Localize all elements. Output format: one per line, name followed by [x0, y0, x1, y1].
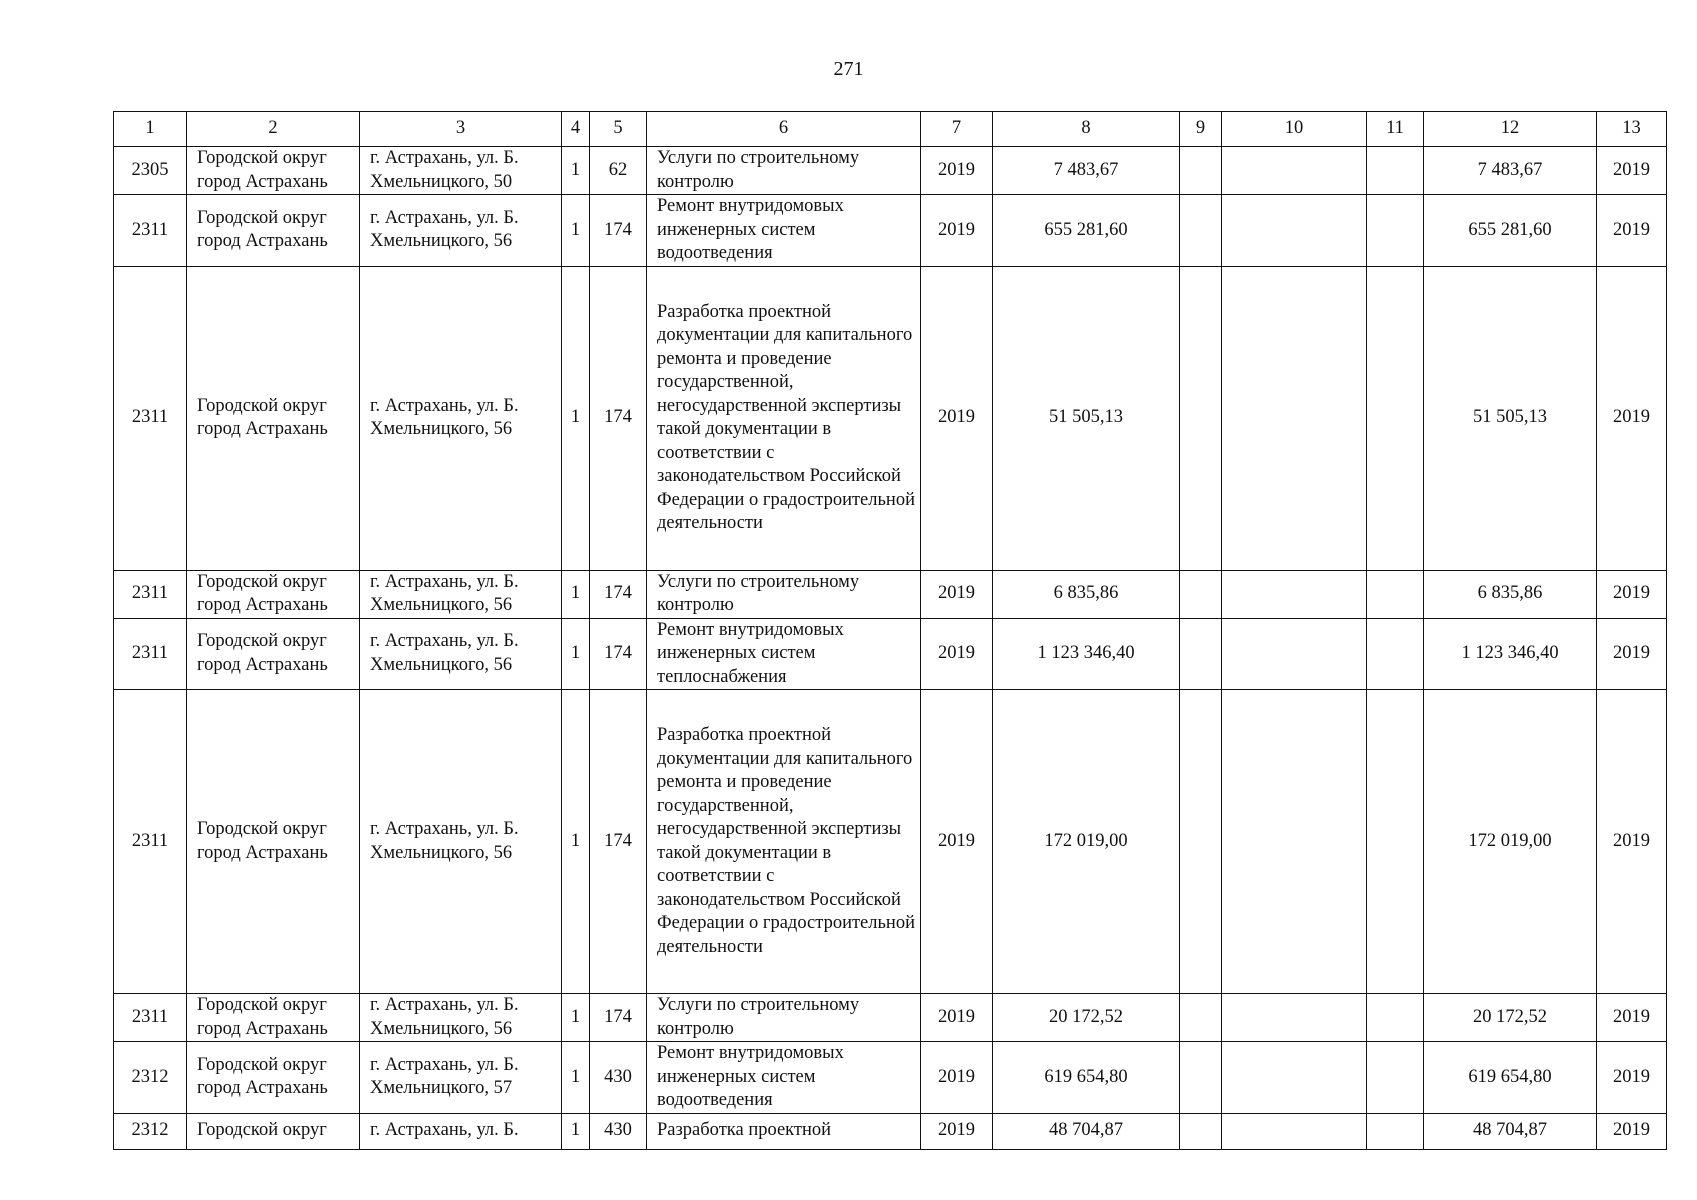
col5-cell: 174 — [590, 266, 647, 570]
cost-cell: 7 483,67 — [993, 147, 1180, 195]
col13-cell: 2019 — [1597, 994, 1667, 1042]
header-cell: 6 — [647, 112, 921, 147]
cost-cell: 172 019,00 — [993, 690, 1180, 994]
col5-cell: 174 — [590, 618, 647, 690]
work-type-cell: Разработка проектной документации для капитального ремонта и проведение государственной, негосударственной экспертизы такой документации в соответствии с законодательством Российской Федерации о градостроительной деятельности — [647, 266, 921, 570]
year-cell: 2019 — [921, 195, 993, 267]
col12-cell: 51 505,13 — [1424, 266, 1597, 570]
cost-cell: 6 835,86 — [993, 570, 1180, 618]
address-cell: г. Астрахань, ул. Б. Хмельницкого, 56 — [360, 195, 562, 267]
col4-cell: 1 — [562, 618, 590, 690]
year-cell: 2019 — [921, 1042, 993, 1114]
col5-cell: 174 — [590, 195, 647, 267]
col10-cell — [1222, 1113, 1367, 1149]
col10-cell — [1222, 195, 1367, 267]
address-cell: г. Астрахань, ул. Б. Хмельницкого, 57 — [360, 1042, 562, 1114]
col9-cell — [1180, 266, 1222, 570]
table-row — [114, 1042, 1667, 1114]
col11-cell — [1367, 147, 1424, 195]
col11-cell — [1367, 195, 1424, 267]
col11-cell — [1367, 994, 1424, 1042]
municipality-cell: Городской округ город Астрахань — [187, 994, 360, 1042]
col12-cell: 6 835,86 — [1424, 570, 1597, 618]
col9-cell — [1180, 1113, 1222, 1149]
year-cell: 2019 — [921, 1113, 993, 1149]
year-cell: 2019 — [921, 570, 993, 618]
work-type-cell: Разработка проектной — [647, 1113, 921, 1149]
work-type-cell: Услуги по строительному контролю — [647, 994, 921, 1042]
col5-cell: 62 — [590, 147, 647, 195]
row-number-cell: 2311 — [114, 266, 187, 570]
col13-cell: 2019 — [1597, 195, 1667, 267]
col13-cell: 2019 — [1597, 570, 1667, 618]
col5-cell: 174 — [590, 690, 647, 994]
cost-cell: 1 123 346,40 — [993, 618, 1180, 690]
col13-cell: 2019 — [1597, 1042, 1667, 1114]
table-row — [114, 618, 1667, 690]
cost-cell: 655 281,60 — [993, 195, 1180, 267]
row-number-cell: 2311 — [114, 195, 187, 267]
address-cell: г. Астрахань, ул. Б. — [360, 1113, 562, 1149]
col11-cell — [1367, 1042, 1424, 1114]
col5-cell: 430 — [590, 1113, 647, 1149]
address-cell: г. Астрахань, ул. Б. Хмельницкого, 56 — [360, 994, 562, 1042]
year-cell: 2019 — [921, 994, 993, 1042]
col4-cell: 1 — [562, 994, 590, 1042]
col4-cell: 1 — [562, 147, 590, 195]
municipality-cell: Городской округ город Астрахань — [187, 147, 360, 195]
header-cell: 11 — [1367, 112, 1424, 147]
header-cell: 9 — [1180, 112, 1222, 147]
col11-cell — [1367, 618, 1424, 690]
municipality-cell: Городской округ город Астрахань — [187, 570, 360, 618]
row-number-cell: 2311 — [114, 994, 187, 1042]
col11-cell — [1367, 690, 1424, 994]
row-number-cell: 2311 — [114, 690, 187, 994]
municipality-cell: Городской округ город Астрахань — [187, 618, 360, 690]
col13-cell: 2019 — [1597, 690, 1667, 994]
col4-cell: 1 — [562, 1042, 590, 1114]
col9-cell — [1180, 195, 1222, 267]
header-row — [114, 112, 1667, 147]
cost-cell: 48 704,87 — [993, 1113, 1180, 1149]
year-cell: 2019 — [921, 266, 993, 570]
row-number-cell: 2305 — [114, 147, 187, 195]
work-type-cell: Ремонт внутридомовых инженерных систем водоотведения — [647, 195, 921, 267]
col10-cell — [1222, 266, 1367, 570]
header-cell: 3 — [360, 112, 562, 147]
municipality-cell: Городской округ город Астрахань — [187, 1042, 360, 1114]
col11-cell — [1367, 266, 1424, 570]
col10-cell — [1222, 147, 1367, 195]
row-number-cell: 2311 — [114, 618, 187, 690]
address-cell: г. Астрахань, ул. Б. Хмельницкого, 56 — [360, 266, 562, 570]
col13-cell: 2019 — [1597, 266, 1667, 570]
col11-cell — [1367, 570, 1424, 618]
col10-cell — [1222, 618, 1367, 690]
header-cell: 10 — [1222, 112, 1367, 147]
municipality-cell: Городской округ — [187, 1113, 360, 1149]
col12-cell: 172 019,00 — [1424, 690, 1597, 994]
table-row — [114, 690, 1667, 994]
col5-cell: 430 — [590, 1042, 647, 1114]
header-cell: 4 — [562, 112, 590, 147]
col5-cell: 174 — [590, 994, 647, 1042]
col12-cell: 7 483,67 — [1424, 147, 1597, 195]
col9-cell — [1180, 690, 1222, 994]
col5-cell: 174 — [590, 570, 647, 618]
col13-cell: 2019 — [1597, 147, 1667, 195]
col10-cell — [1222, 570, 1367, 618]
work-type-cell: Ремонт внутридомовых инженерных систем теплоснабжения — [647, 618, 921, 690]
col4-cell: 1 — [562, 690, 590, 994]
row-number-cell: 2312 — [114, 1113, 187, 1149]
cost-cell: 20 172,52 — [993, 994, 1180, 1042]
work-type-cell: Услуги по строительному контролю — [647, 147, 921, 195]
municipality-cell: Городской округ город Астрахань — [187, 266, 360, 570]
col12-cell: 48 704,87 — [1424, 1113, 1597, 1149]
table-row — [114, 147, 1667, 195]
col4-cell: 1 — [562, 1113, 590, 1149]
header-cell: 13 — [1597, 112, 1667, 147]
work-type-cell: Услуги по строительному контролю — [647, 570, 921, 618]
row-number-cell: 2312 — [114, 1042, 187, 1114]
work-type-cell: Ремонт внутридомовых инженерных систем водоотведения — [647, 1042, 921, 1114]
works-table — [113, 111, 1667, 1150]
year-cell: 2019 — [921, 690, 993, 994]
col9-cell — [1180, 1042, 1222, 1114]
table-row — [114, 195, 1667, 267]
col9-cell — [1180, 618, 1222, 690]
col4-cell: 1 — [562, 195, 590, 267]
col10-cell — [1222, 1042, 1367, 1114]
table-row — [114, 1113, 1667, 1149]
col9-cell — [1180, 570, 1222, 618]
col10-cell — [1222, 690, 1367, 994]
address-cell: г. Астрахань, ул. Б. Хмельницкого, 56 — [360, 570, 562, 618]
col13-cell: 2019 — [1597, 618, 1667, 690]
col9-cell — [1180, 994, 1222, 1042]
table-row — [114, 994, 1667, 1042]
col12-cell: 20 172,52 — [1424, 994, 1597, 1042]
col12-cell: 619 654,80 — [1424, 1042, 1597, 1114]
address-cell: г. Астрахань, ул. Б. Хмельницкого, 50 — [360, 147, 562, 195]
address-cell: г. Астрахань, ул. Б. Хмельницкого, 56 — [360, 618, 562, 690]
col9-cell — [1180, 147, 1222, 195]
col4-cell: 1 — [562, 266, 590, 570]
table-row — [114, 570, 1667, 618]
header-cell: 7 — [921, 112, 993, 147]
page-number: 271 — [833, 58, 864, 80]
cost-cell: 51 505,13 — [993, 266, 1180, 570]
header-cell: 2 — [187, 112, 360, 147]
address-cell: г. Астрахань, ул. Б. Хмельницкого, 56 — [360, 690, 562, 994]
header-cell: 5 — [590, 112, 647, 147]
header-cell: 8 — [993, 112, 1180, 147]
municipality-cell: Городской округ город Астрахань — [187, 690, 360, 994]
work-type-cell: Разработка проектной документации для капитального ремонта и проведение государственной, негосударственной экспертизы такой документации в соответствии с законодательством Российской Федерации о градостроительной деятельности — [647, 690, 921, 994]
cost-cell: 619 654,80 — [993, 1042, 1180, 1114]
col12-cell: 1 123 346,40 — [1424, 618, 1597, 690]
col13-cell: 2019 — [1597, 1113, 1667, 1149]
row-number-cell: 2311 — [114, 570, 187, 618]
year-cell: 2019 — [921, 618, 993, 690]
col10-cell — [1222, 994, 1367, 1042]
header-cell: 1 — [114, 112, 187, 147]
municipality-cell: Городской округ город Астрахань — [187, 195, 360, 267]
table-row — [114, 266, 1667, 570]
col12-cell: 655 281,60 — [1424, 195, 1597, 267]
col4-cell: 1 — [562, 570, 590, 618]
year-cell: 2019 — [921, 147, 993, 195]
header-cell: 12 — [1424, 112, 1597, 147]
col11-cell — [1367, 1113, 1424, 1149]
